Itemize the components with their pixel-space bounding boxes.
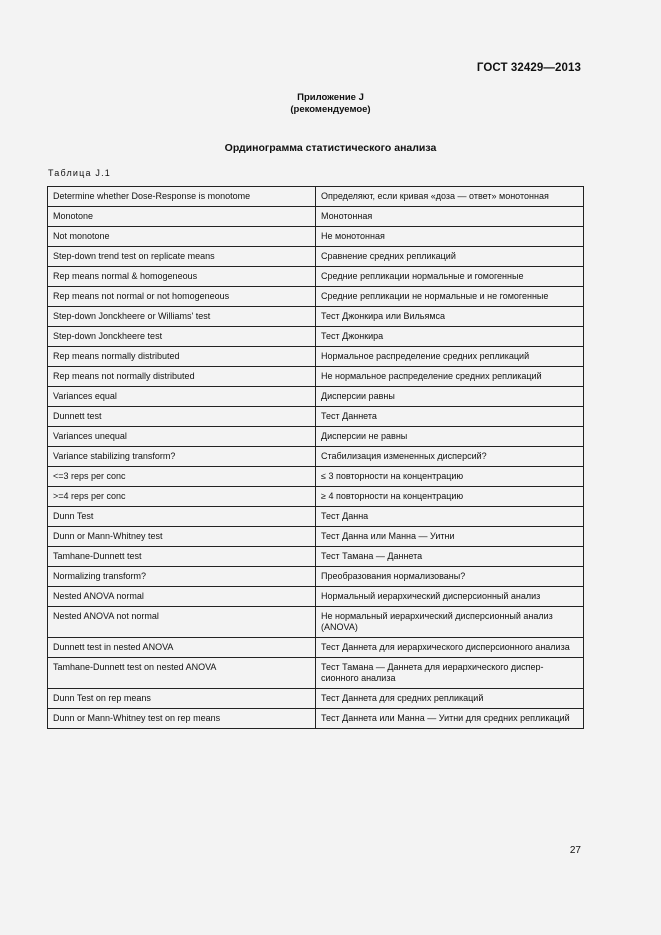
- cell-russian: Нормальный иерархический дисперсионный анализ: [316, 587, 584, 607]
- cell-english: Determine whether Dose-Response is monotome: [48, 187, 316, 207]
- cell-english: >=4 reps per conc: [48, 487, 316, 507]
- table-row: [48, 347, 584, 367]
- translation-table: [47, 186, 584, 729]
- cell-english: Tamhane-Dunnett test on nested ANOVA: [48, 658, 316, 689]
- appendix-title: Приложение J: [297, 92, 364, 103]
- cell-russian: Дисперсии не равны: [316, 427, 584, 447]
- cell-english: Step-down trend test on replicate means: [48, 247, 316, 267]
- table-row: [48, 267, 584, 287]
- cell-english: Step-down Jonckheere or Williams' test: [48, 307, 316, 327]
- cell-russian: Сравнение средних репликаций: [316, 247, 584, 267]
- table-row: [48, 587, 584, 607]
- table-row: [48, 567, 584, 587]
- table-row: [48, 638, 584, 658]
- cell-russian: Средние репликации не нормальные и не гомогенные: [316, 287, 584, 307]
- cell-russian: ≥ 4 повторности на концентрацию: [316, 487, 584, 507]
- table-row: [48, 407, 584, 427]
- table-row: [48, 547, 584, 567]
- cell-english: Nested ANOVA not normal: [48, 607, 316, 638]
- cell-russian: Определяют, если кривая «доза — ответ» монотонная: [316, 187, 584, 207]
- cell-russian: Тест Даннета для иерархического дисперсионного анализа: [316, 638, 584, 658]
- table-caption: Таблица J.1: [48, 168, 111, 178]
- cell-english: Not monotone: [48, 227, 316, 247]
- cell-russian: Тест Даннета для средних репликаций: [316, 689, 584, 709]
- table-row: [48, 247, 584, 267]
- cell-english: Dunn or Mann-Whitney test: [48, 527, 316, 547]
- page-number: 27: [569, 845, 581, 856]
- cell-russian: Средние репликации нормальные и гомогенные: [316, 267, 584, 287]
- table-row: [48, 658, 584, 689]
- table-row: [48, 427, 584, 447]
- cell-english: Monotone: [48, 207, 316, 227]
- cell-russian: Тест Даннета: [316, 407, 584, 427]
- appendix-subtitle: (рекомендуемое): [290, 104, 371, 115]
- cell-english: Rep means not normal or not homogeneous: [48, 287, 316, 307]
- cell-english: Dunn Test: [48, 507, 316, 527]
- table-row: [48, 467, 584, 487]
- cell-english: Rep means not normally distributed: [48, 367, 316, 387]
- table-row: [48, 187, 584, 207]
- table-row: [48, 327, 584, 347]
- cell-english: Step-down Jonckheere test: [48, 327, 316, 347]
- table-body: [48, 187, 584, 729]
- table-row: [48, 307, 584, 327]
- cell-english: Variance stabilizing transform?: [48, 447, 316, 467]
- cell-russian: Тест Тамана — Даннета для иерархического диспер-сионного анализа: [316, 658, 584, 689]
- cell-english: Dunn Test on rep means: [48, 689, 316, 709]
- cell-russian: Тест Джонкира: [316, 327, 584, 347]
- table-row: [48, 387, 584, 407]
- appendix-heading: [0, 92, 661, 116]
- cell-russian: Тест Тамана — Даннета: [316, 547, 584, 567]
- cell-english: Dunnett test: [48, 407, 316, 427]
- cell-russian: Дисперсии равны: [316, 387, 584, 407]
- cell-english: Dunnett test in nested ANOVA: [48, 638, 316, 658]
- cell-english: Normalizing transform?: [48, 567, 316, 587]
- cell-english: <=3 reps per conc: [48, 467, 316, 487]
- table-row: [48, 227, 584, 247]
- table-row: [48, 287, 584, 307]
- cell-english: Variances equal: [48, 387, 316, 407]
- document-title: Ординограмма статистического анализа: [224, 142, 437, 154]
- cell-russian: Тест Данна: [316, 507, 584, 527]
- cell-russian: Не нормальный иерархический дисперсионный анализ (ANOVA): [316, 607, 584, 638]
- cell-russian: Тест Даннета или Манна — Уитни для средних репликаций: [316, 709, 584, 729]
- table-row: [48, 487, 584, 507]
- table-row: [48, 689, 584, 709]
- table-row: [48, 207, 584, 227]
- cell-russian: ≤ 3 повторности на концентрацию: [316, 467, 584, 487]
- cell-russian: Нормальное распределение средних репликаций: [316, 347, 584, 367]
- table-row: [48, 527, 584, 547]
- cell-russian: Преобразования нормализованы?: [316, 567, 584, 587]
- cell-russian: Монотонная: [316, 207, 584, 227]
- table-row: [48, 507, 584, 527]
- cell-english: Nested ANOVA normal: [48, 587, 316, 607]
- cell-russian: Тест Данна или Манна — Уитни: [316, 527, 584, 547]
- table-row: [48, 447, 584, 467]
- cell-russian: Тест Джонкира или Вильямса: [316, 307, 584, 327]
- table-row: [48, 367, 584, 387]
- table-row: [48, 607, 584, 638]
- cell-english: Tamhane-Dunnett test: [48, 547, 316, 567]
- cell-english: Rep means normal & homogeneous: [48, 267, 316, 287]
- cell-english: Rep means normally distributed: [48, 347, 316, 367]
- cell-russian: Не нормальное распределение средних репликаций: [316, 367, 584, 387]
- document-code: ГОСТ 32429—2013: [476, 62, 581, 74]
- cell-english: Variances unequal: [48, 427, 316, 447]
- cell-russian: Стабилизация измененных дисперсий?: [316, 447, 584, 467]
- cell-english: Dunn or Mann-Whitney test on rep means: [48, 709, 316, 729]
- cell-russian: Не монотонная: [316, 227, 584, 247]
- table-row: [48, 709, 584, 729]
